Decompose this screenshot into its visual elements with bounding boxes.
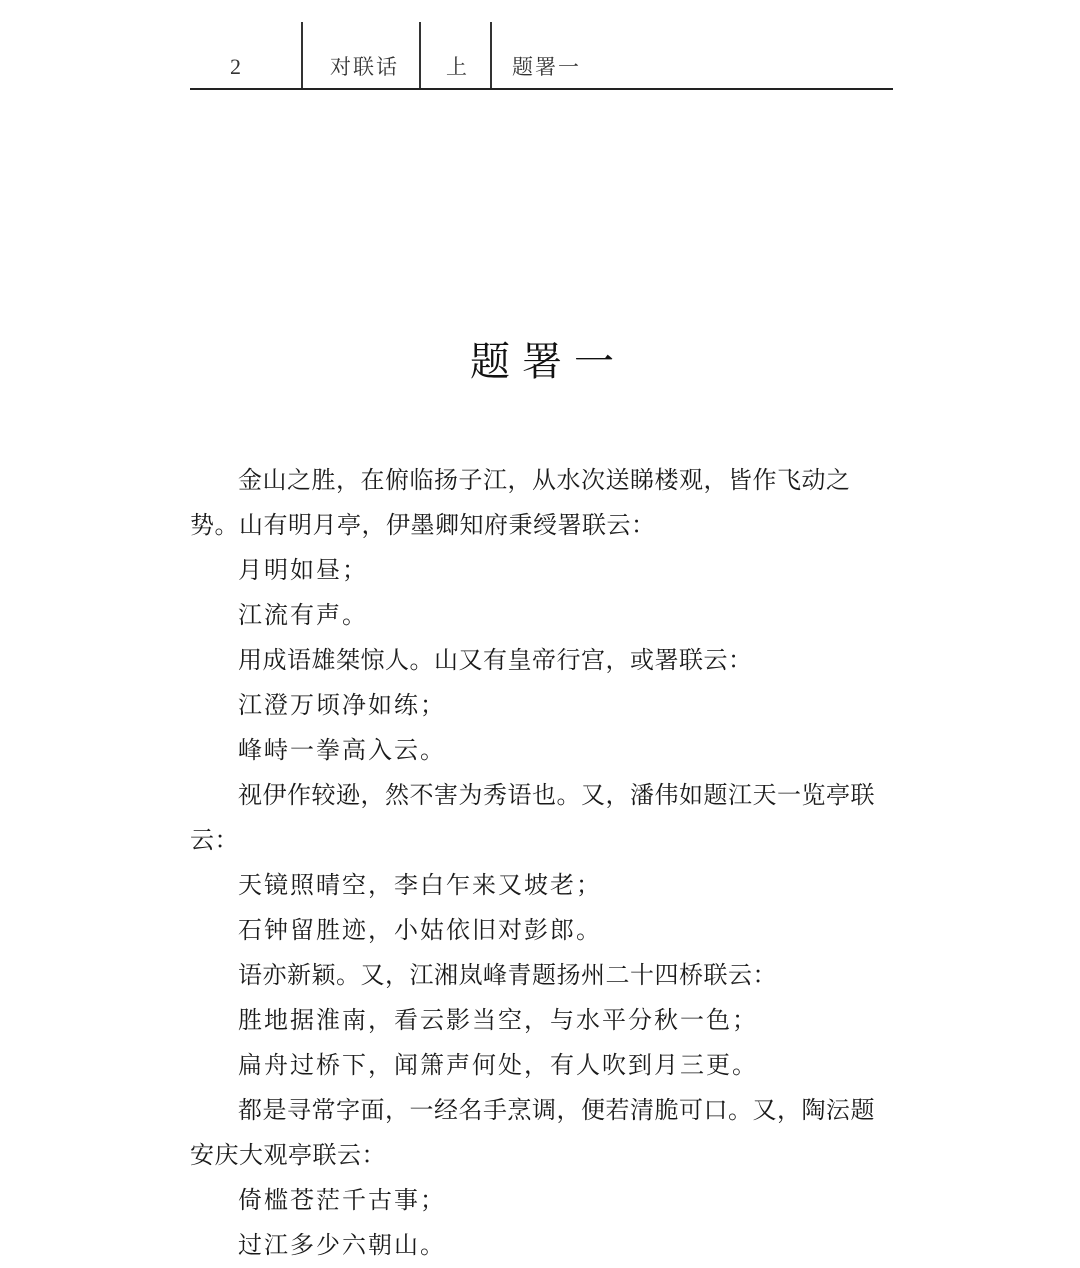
couplet-line: 天镜照晴空，李白乍来又坡老； bbox=[238, 871, 602, 899]
couplet-line: 过江多少六朝山。 bbox=[238, 1231, 446, 1259]
paragraph: 用成语雄桀惊人。山又有皇帝行宫，或署联云： bbox=[238, 646, 753, 674]
couplet-line: 月明如昼； bbox=[238, 556, 368, 584]
paragraph: 金山之胜，在俯临扬子江，从水次送睇楼观，皆作飞动之势。山有明月亭，伊墨卿知府秉绶署联云： bbox=[190, 466, 851, 539]
couplet-line: 扁舟过桥下，闻箫声何处，有人吹到月三更。 bbox=[238, 1051, 758, 1079]
couplet-line: 峰峙一拳高入云。 bbox=[238, 736, 446, 764]
couplet-line: 江澄万顷净如练； bbox=[238, 691, 446, 719]
header-divider bbox=[419, 22, 421, 88]
couplet-line: 胜地据淮南，看云影当空，与水平分秋一色； bbox=[238, 1006, 758, 1034]
section-title: 题署一 bbox=[470, 339, 626, 385]
couplet-line: 倚槛苍茫千古事； bbox=[238, 1186, 446, 1214]
couplet-line: 江流有声。 bbox=[238, 601, 368, 629]
paragraph: 视伊作较逊，然不害为秀语也。又，潘伟如题江天一览亭联云： bbox=[190, 781, 875, 854]
section-label: 题署一 bbox=[512, 55, 581, 79]
paragraph: 都是寻常字面，一经名手烹调，便若清脆可口。又，陶沄题安庆大观亭联云： bbox=[190, 1096, 875, 1169]
paragraph: 语亦新颖。又，江湘岚峰青题扬州二十四桥联云： bbox=[238, 961, 777, 989]
header-divider bbox=[301, 22, 303, 88]
book-title: 对联话 bbox=[330, 55, 399, 79]
page-number: 2 bbox=[230, 54, 241, 79]
volume-label: 上 bbox=[446, 55, 467, 79]
running-header bbox=[190, 22, 893, 90]
body-text bbox=[190, 458, 896, 1268]
header-divider bbox=[490, 22, 492, 88]
couplet-line: 石钟留胜迹，小姑依旧对彭郎。 bbox=[238, 916, 602, 944]
